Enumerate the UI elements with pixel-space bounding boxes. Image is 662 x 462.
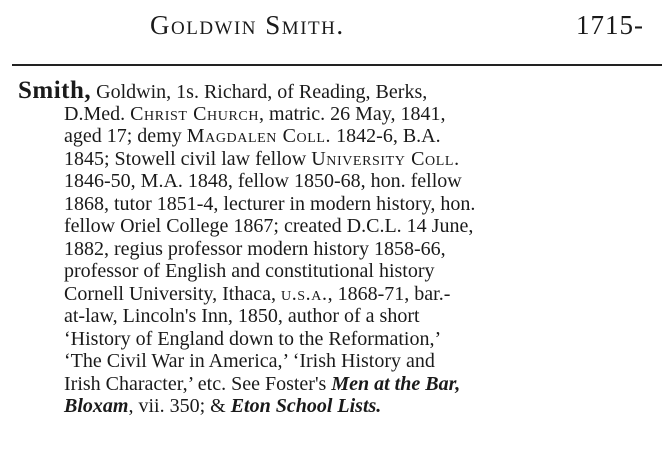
entry-text: Christ Church xyxy=(130,102,260,125)
entry-text: Irish Character,’ etc. See Foster's xyxy=(64,372,332,395)
entry-text: , 1868-71, bar.- xyxy=(327,282,451,305)
header-rule xyxy=(12,64,662,66)
entry-text: , matric. 26 May, 1841, xyxy=(259,102,446,125)
entry-text: 1868, tutor 1851-4, lecturer in modern history, hon. xyxy=(64,192,476,215)
entry-text: Bloxam xyxy=(64,395,129,417)
entry-line xyxy=(18,170,662,193)
entry-line xyxy=(18,103,662,126)
entry-text: professor of English and constitutional history xyxy=(64,260,435,282)
entry-text: at-law, Lincoln's Inn, 1850, author of a short xyxy=(64,305,420,327)
entry-text: Goldwin, 1s. Richard, of Reading, Berks, xyxy=(91,81,428,103)
entry-text: D.Med. xyxy=(64,102,131,125)
entry-text: , vii. 350; & xyxy=(128,395,231,417)
entry-line xyxy=(18,125,662,148)
entry-text: 1846-50, M.A. 1848, fellow 1850-68, hon. fellow xyxy=(64,170,462,192)
entry-line xyxy=(18,373,662,396)
entry-text: Men at the Bar, xyxy=(331,372,461,395)
entry-line xyxy=(18,395,662,418)
page-number: 1715- xyxy=(576,10,644,40)
entry-text: 1842-6, B.A. xyxy=(331,125,441,147)
entry-line xyxy=(18,215,662,238)
entry-headword: Smith, xyxy=(18,77,92,104)
entry-text: ‘The Civil War in America,’ ‘Irish History and xyxy=(64,350,435,372)
entry-line xyxy=(18,283,662,306)
entry-text: Magdalen Coll. xyxy=(186,125,332,147)
entry-text: 1882, regius professor modern history 1858-66, xyxy=(64,237,446,260)
entry-text: University Coll. xyxy=(311,147,460,170)
entry-text: 1845; Stowell civil law fellow xyxy=(64,147,312,170)
entry-line xyxy=(18,77,662,104)
entry-line xyxy=(18,260,662,283)
entry-line xyxy=(18,238,662,261)
entry-text: Cornell University, Ithaca, xyxy=(64,282,281,305)
entry-text: aged 17; demy xyxy=(64,125,187,147)
entry-line xyxy=(18,328,662,351)
running-title: Goldwin Smith. xyxy=(150,10,345,40)
entry-text: u.s.a. xyxy=(280,282,328,305)
dictionary-entry xyxy=(18,77,662,418)
entry-line xyxy=(18,193,662,216)
entry-text: Eton School Lists. xyxy=(230,395,382,417)
entry-text: fellow Oriel College 1867; created D.C.L. 14 June, xyxy=(64,215,474,237)
page-header xyxy=(0,6,662,46)
entry-line xyxy=(18,305,662,328)
entry-line xyxy=(18,148,662,171)
entry-text: ‘History of England down to the Reformation,’ xyxy=(64,327,442,350)
entry-line xyxy=(18,350,662,373)
